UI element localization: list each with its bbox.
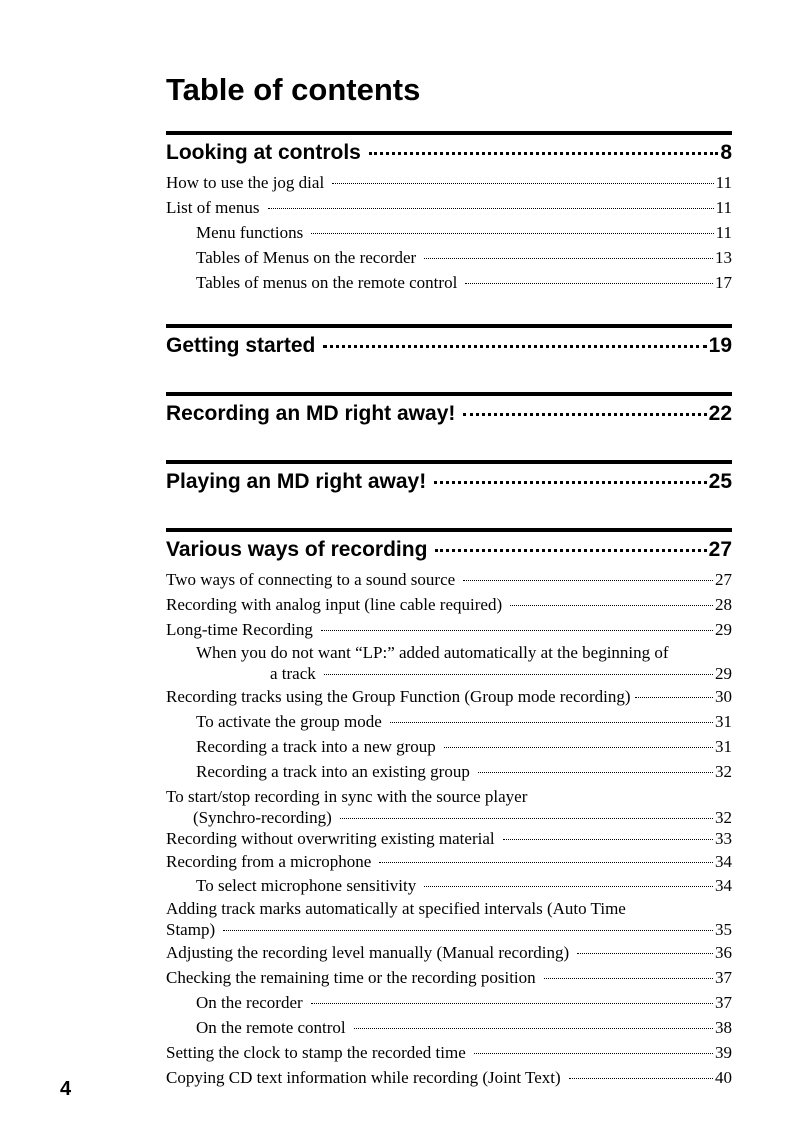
section-recording-md [166, 392, 732, 431]
dot-leader [424, 886, 713, 887]
toc-entry[interactable] [166, 592, 732, 617]
dot-leader [369, 152, 718, 155]
section-heading[interactable] [166, 329, 732, 363]
toc-entry[interactable] [166, 786, 732, 828]
toc-subentry[interactable] [166, 734, 732, 759]
entry-page: 37 [715, 993, 732, 1012]
dot-leader [424, 258, 713, 259]
entry-title: Checking the remaining time or the recording position [166, 968, 536, 987]
entry-title: Copying CD text information while recording (Joint Text) [166, 1068, 561, 1087]
toc-entry[interactable] [166, 828, 732, 850]
entry-page: 34 [715, 876, 732, 895]
entry-page: 29 [715, 664, 732, 683]
section-title: Recording an MD right away! [166, 402, 456, 425]
dot-leader [321, 630, 713, 631]
dot-leader [434, 481, 706, 484]
toc-entry[interactable] [166, 567, 732, 592]
section-title: Looking at controls [166, 141, 361, 164]
entry-title: Two ways of connecting to a sound source [166, 570, 456, 589]
section-heading[interactable] [166, 465, 732, 499]
dot-leader [577, 953, 713, 954]
entry-title: On the recorder [196, 993, 303, 1012]
toc-subentry[interactable] [166, 245, 732, 270]
entry-page: 39 [715, 1043, 732, 1062]
entry-page: 32 [715, 808, 732, 827]
toc-entry[interactable] [166, 1065, 732, 1090]
entry-page: 37 [715, 968, 732, 987]
dot-leader [635, 697, 713, 698]
dot-leader [444, 747, 713, 748]
entry-title-line2: (Synchro-recording) [193, 808, 332, 827]
entry-page: 33 [715, 829, 732, 848]
section-looking-at-controls [166, 131, 732, 295]
entry-page: 11 [715, 198, 732, 217]
toc-subentry[interactable] [166, 990, 732, 1015]
entry-title-line1: When you do not want “LP:” added automatically at the beginning of [196, 643, 669, 662]
entry-page: 11 [715, 173, 732, 192]
section-getting-started [166, 324, 732, 363]
entry-title: How to use the jog dial [166, 173, 325, 192]
toc-subentry[interactable] [166, 270, 732, 295]
entry-page: 35 [715, 920, 732, 939]
entry-page: 17 [715, 273, 732, 292]
toc-subentry[interactable] [166, 642, 732, 684]
dot-leader [379, 862, 713, 863]
toc-subentry[interactable] [166, 759, 732, 784]
entry-page: 27 [715, 570, 732, 589]
dot-leader [390, 722, 713, 723]
entry-page: 30 [715, 687, 732, 706]
dot-leader [340, 818, 713, 819]
page-title: Table of contents [166, 72, 421, 107]
entry-page: 31 [715, 712, 732, 731]
entry-page: 31 [715, 737, 732, 756]
entry-title: Recording a track into an existing group [196, 762, 470, 781]
section-title: Playing an MD right away! [166, 470, 427, 493]
section-page: 27 [708, 538, 732, 561]
entry-page: 36 [715, 943, 732, 962]
toc-entry[interactable] [166, 850, 732, 873]
toc-entry[interactable] [166, 170, 732, 195]
toc-entry[interactable] [166, 195, 732, 220]
entry-page: 29 [715, 620, 732, 639]
entry-page: 38 [715, 1018, 732, 1037]
dot-leader [332, 183, 713, 184]
toc-entry[interactable] [166, 898, 732, 940]
section-playing-md [166, 460, 732, 499]
entry-title: Setting the clock to stamp the recorded time [166, 1043, 466, 1062]
entry-title: To select microphone sensitivity [196, 876, 417, 895]
entry-title: Recording tracks using the Group Function (Group mode recording) [166, 687, 631, 706]
dot-leader [463, 413, 706, 416]
dot-leader [474, 1053, 713, 1054]
dot-leader [324, 674, 713, 675]
dot-leader [268, 208, 714, 209]
toc-subentry[interactable] [166, 220, 732, 245]
entry-page: 40 [715, 1068, 732, 1087]
section-page: 19 [708, 334, 732, 357]
toc-entry[interactable] [166, 617, 732, 642]
page-number: 4 [60, 1078, 72, 1100]
entry-title-line1: Adding track marks automatically at specified intervals (Auto Time [166, 899, 626, 918]
entry-title: On the remote control [196, 1018, 346, 1037]
section-various-recording [166, 528, 732, 1090]
entry-title: List of menus [166, 198, 260, 217]
entry-page: 34 [715, 852, 732, 871]
toc-entry[interactable] [166, 1040, 732, 1065]
table-of-contents [166, 131, 732, 1090]
entry-title: Menu functions [196, 223, 304, 242]
entry-page: 28 [715, 595, 732, 614]
entry-title: Tables of menus on the remote control [196, 273, 458, 292]
entry-title: Recording with analog input (line cable required) [166, 595, 503, 614]
section-page: 25 [708, 470, 732, 493]
entry-title: Long-time Recording [166, 620, 313, 639]
toc-entry[interactable] [166, 965, 732, 990]
dot-leader [544, 978, 713, 979]
dot-leader [569, 1078, 713, 1079]
entry-page: 32 [715, 762, 732, 781]
dot-leader [311, 1003, 713, 1004]
entry-title-line2: Stamp) [166, 920, 216, 939]
dot-leader [463, 580, 713, 581]
entry-page: 11 [715, 223, 732, 242]
toc-subentry[interactable] [166, 709, 732, 734]
dot-leader [435, 549, 706, 552]
dot-leader [311, 233, 713, 234]
dot-leader [478, 772, 713, 773]
section-heading[interactable] [166, 533, 732, 567]
entry-page: 13 [715, 248, 732, 267]
section-title: Getting started [166, 334, 316, 357]
section-heading[interactable] [166, 136, 732, 170]
entry-title: Tables of Menus on the recorder [196, 248, 417, 267]
section-title: Various ways of recording [166, 538, 428, 561]
entry-title: To activate the group mode [196, 712, 382, 731]
dot-leader [510, 605, 713, 606]
section-page: 8 [720, 141, 732, 164]
toc-subentry[interactable] [166, 873, 732, 898]
entry-title: Recording a track into a new group [196, 737, 436, 756]
dot-leader [503, 839, 713, 840]
toc-entry[interactable] [166, 684, 732, 709]
dot-leader [323, 345, 706, 348]
dot-leader [354, 1028, 713, 1029]
section-heading[interactable] [166, 397, 732, 431]
entry-title: Adjusting the recording level manually (Manual recording) [166, 943, 570, 962]
entry-title: Recording without overwriting existing material [166, 829, 495, 848]
toc-subentry[interactable] [166, 1015, 732, 1040]
dot-leader [223, 930, 713, 931]
toc-entry[interactable] [166, 940, 732, 965]
entry-title-line2: a track [270, 664, 316, 683]
section-page: 22 [708, 402, 732, 425]
entry-title: Recording from a microphone [166, 852, 372, 871]
entry-title-line1: To start/stop recording in sync with the source player [166, 787, 528, 806]
dot-leader [465, 283, 713, 284]
